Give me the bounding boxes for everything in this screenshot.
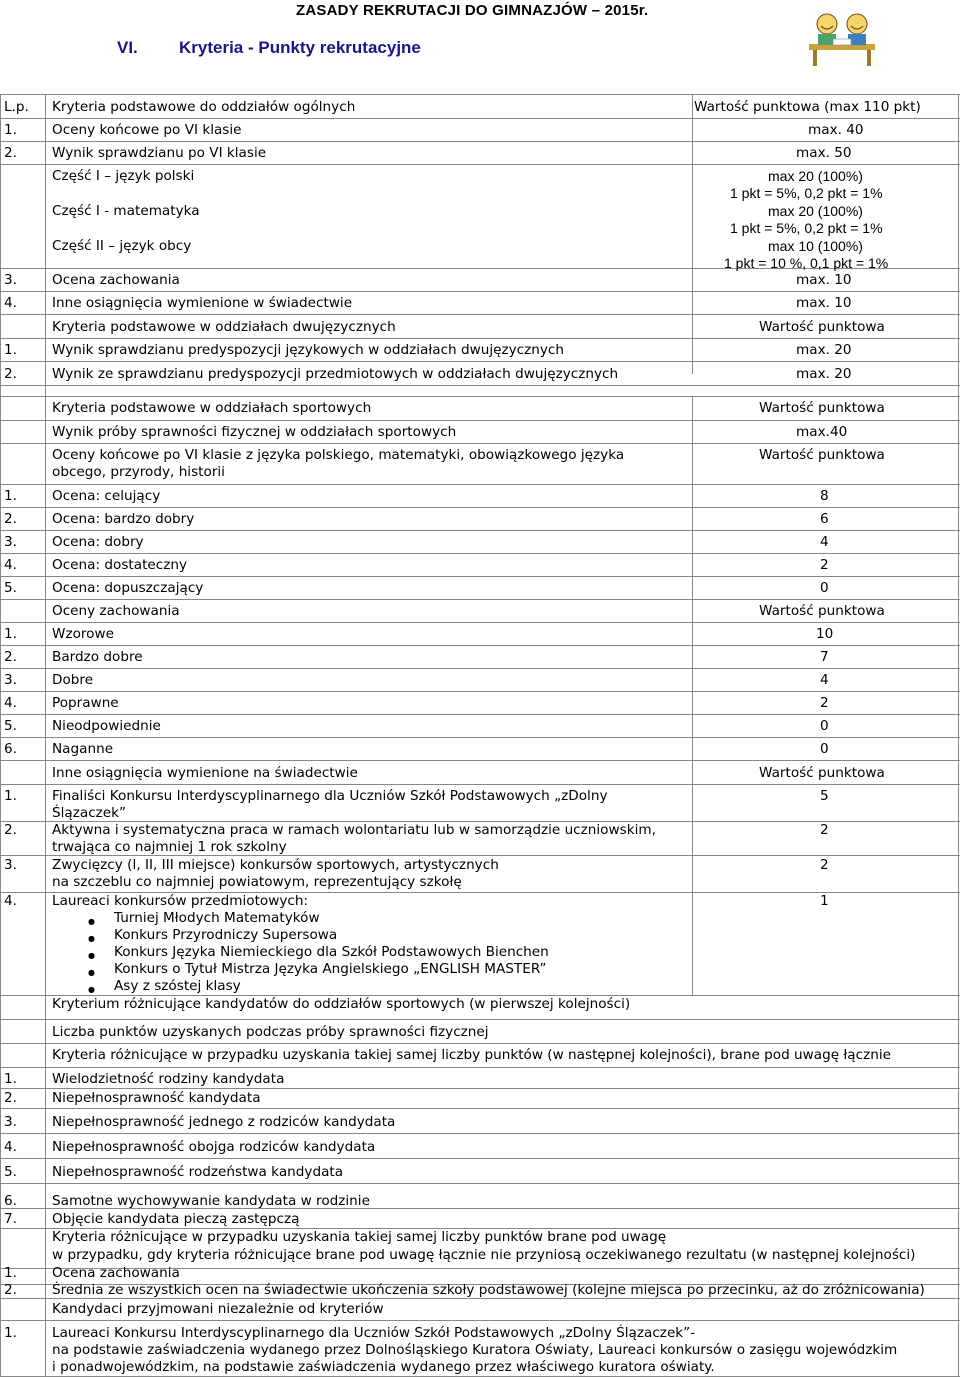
achievement-lp: 2. bbox=[4, 822, 17, 838]
next-lp: 1. bbox=[4, 1265, 17, 1281]
achievement-lp: 3. bbox=[4, 857, 17, 873]
behaviour-lp: 6. bbox=[4, 741, 17, 757]
achievement-value: 1 bbox=[820, 893, 829, 909]
t1-row-label: Oceny końcowe po VI klasie bbox=[52, 122, 242, 138]
achievement-line1: Finaliści Konkursu Interdyscyplinarnego dla Uczniów Szkół Podstawowych „zDolny bbox=[52, 788, 608, 804]
grade-value: 4 bbox=[820, 534, 829, 550]
achievement-lp: 4. bbox=[4, 893, 17, 909]
t1-row-value: max. 10 bbox=[796, 295, 852, 311]
equal-label: Samotne wychowywanie kandydata w rodzinie bbox=[52, 1193, 370, 1209]
contest-list-item: ● Asy z szóstej klasy bbox=[114, 979, 241, 994]
t3-grades-value-header: Wartość punktowa bbox=[759, 447, 885, 463]
grade-value: 8 bbox=[820, 488, 829, 504]
behaviour-value: 7 bbox=[820, 649, 829, 665]
behaviour-value: 0 bbox=[820, 718, 829, 734]
t2-row-label: Wynik sprawdzianu predyspozycji językowych w oddziałach dwujęzycznych bbox=[52, 342, 565, 358]
contest-list-item: ● Konkurs Przyrodniczy Supersowa bbox=[114, 928, 337, 943]
grade-value: 2 bbox=[820, 557, 829, 573]
behaviour-label: Poprawne bbox=[52, 695, 119, 711]
section-heading bbox=[117, 38, 421, 58]
sport-diff-header: Kryterium różnicujące kandydatów do oddziałów sportowych (w pierwszej kolejności) bbox=[52, 996, 631, 1012]
t1-subrow-value2: 1 pkt = 5%, 0,2 pkt = 1% bbox=[730, 220, 883, 236]
t1-row-value: max. 40 bbox=[808, 122, 864, 138]
achievement-line1: Aktywna i systematyczna praca w ramach wolontariatu lub w samorządzie uczniowskim, bbox=[52, 822, 656, 838]
grade-label: Ocena: dopuszczający bbox=[52, 580, 204, 596]
equal-lp: 1. bbox=[4, 1071, 17, 1087]
behaviour-header: Oceny zachowania bbox=[52, 603, 180, 619]
equal-lp: 7. bbox=[4, 1211, 17, 1227]
t1-subrow-value: max 10 (100%) bbox=[768, 238, 863, 254]
equal-lp: 4. bbox=[4, 1139, 17, 1155]
t3-criteria-header: Kryteria podstawowe w oddziałach sportowych bbox=[52, 400, 372, 416]
grade-label: Ocena: bardzo dobry bbox=[52, 511, 195, 527]
achievement-line2: Ślązaczek” bbox=[52, 805, 127, 821]
achievement-value: 5 bbox=[820, 788, 829, 804]
behaviour-value-header: Wartość punktowa bbox=[759, 603, 885, 619]
accepted-lp: 1. bbox=[4, 1325, 17, 1341]
t1-subrow-label: Część I - matematyka bbox=[52, 203, 200, 219]
equal-label: Niepełnosprawność jednego z rodziców kandydata bbox=[52, 1114, 396, 1130]
t1-subrow-value: max 20 (100%) bbox=[768, 168, 863, 184]
document-title: ZASADY REKRUTACJI DO GIMNAZJÓW – 2015r. bbox=[296, 2, 649, 19]
achievement-line2: trwająca co najmniej 1 rok szkolny bbox=[52, 839, 287, 855]
achievement-value: 2 bbox=[820, 857, 829, 873]
contest-list-item: ● Konkurs o Tytuł Mistrza Języka Angielskiego „ENGLISH MASTER” bbox=[114, 962, 546, 977]
contest-list-item: ● Konkurs Języka Niemieckiego dla Szkół Podstawowych Bienchen bbox=[114, 945, 549, 960]
behaviour-label: Nieodpowiednie bbox=[52, 718, 161, 734]
equal-lp: 6. bbox=[4, 1193, 17, 1209]
t1-lp-header: L.p. bbox=[4, 99, 29, 115]
t1-subrow-value: max 20 (100%) bbox=[768, 203, 863, 219]
achievement-lp: 1. bbox=[4, 788, 17, 804]
t1-row-label: Wynik sprawdzianu po VI klasie bbox=[52, 145, 267, 161]
equal-lp: 5. bbox=[4, 1164, 17, 1180]
sport-diff-item: Liczba punktów uzyskanych podczas próby sprawności fizycznej bbox=[52, 1024, 489, 1040]
t3-fitness-value: max.40 bbox=[796, 424, 848, 440]
grade-label: Ocena: celujący bbox=[52, 488, 161, 504]
t1-row-lp: 2. bbox=[4, 145, 17, 161]
behaviour-lp: 3. bbox=[4, 672, 17, 688]
t1-subrow-value2: 1 pkt = 10 %, 0,1 pkt = 1% bbox=[724, 255, 889, 271]
grade-value: 6 bbox=[820, 511, 829, 527]
behaviour-value: 4 bbox=[820, 672, 829, 688]
behaviour-label: Naganne bbox=[52, 741, 114, 757]
grade-lp: 2. bbox=[4, 511, 17, 527]
children-at-desk-icon bbox=[803, 6, 881, 70]
t3-grades-header-line1: Oceny końcowe po VI klasie z języka polskiego, matematyki, obowiązkowego języka bbox=[52, 447, 625, 463]
section-number: VI. bbox=[117, 38, 138, 57]
equal-label: Objęcie kandydata pieczą zastępczą bbox=[52, 1211, 300, 1227]
t1-row-lp: 1. bbox=[4, 122, 17, 138]
equal-lp: 3. bbox=[4, 1114, 17, 1130]
t3-grades-header-line2: obcego, przyrody, historii bbox=[52, 464, 225, 480]
section-title: Kryteria - Punkty rekrutacyjne bbox=[179, 38, 421, 57]
t1-row-label: Inne osiągnięcia wymienione w świadectwie bbox=[52, 295, 353, 311]
t2-row-lp: 2. bbox=[4, 366, 17, 382]
achievement-line2: na szczeblu co najmniej powiatowym, reprezentujący szkołę bbox=[52, 874, 462, 890]
behaviour-value: 2 bbox=[820, 695, 829, 711]
equal-label: Niepełnosprawność rodzeństwa kandydata bbox=[52, 1164, 344, 1180]
t2-row-value: max. 20 bbox=[796, 366, 852, 382]
t1-criteria-header: Kryteria podstawowe do oddziałów ogólnych bbox=[52, 99, 356, 115]
t1-subrow-label: Część I – język polski bbox=[52, 168, 195, 184]
equal-label: Niepełnosprawność kandydata bbox=[52, 1090, 261, 1106]
accepted-line1: Laureaci Konkursu Interdyscyplinarnego dla Uczniów Szkół Podstawowych „zDolny Ślązaczek”- bbox=[52, 1325, 696, 1341]
grade-lp: 3. bbox=[4, 534, 17, 550]
grade-label: Ocena: dobry bbox=[52, 534, 144, 550]
next-criteria-header-line1: Kryteria różnicujące w przypadku uzyskania takiej samej liczby punktów brane pod uwagę bbox=[52, 1229, 667, 1245]
t1-row-value: max. 50 bbox=[796, 145, 852, 161]
achievement-line1: Laureaci konkursów przedmiotowych: bbox=[52, 893, 309, 909]
t1-row-lp: 4. bbox=[4, 295, 17, 311]
behaviour-label: Dobre bbox=[52, 672, 94, 688]
accepted-line3: i ponadwojewódzkim, na podstawie zaświadczenia wydanego przez właściwego kuratora oświaty. bbox=[52, 1359, 715, 1375]
grade-label: Ocena: dostateczny bbox=[52, 557, 188, 573]
t3-value-header: Wartość punktowa bbox=[759, 400, 885, 416]
grade-lp: 1. bbox=[4, 488, 17, 504]
equal-points-header: Kryteria różnicujące w przypadku uzyskania takiej samej liczby punktów (w następnej kolejności), brane pod uwagę łącznie bbox=[52, 1047, 891, 1063]
accepted-header: Kandydaci przyjmowani niezależnie od kryteriów bbox=[52, 1301, 384, 1317]
behaviour-lp: 2. bbox=[4, 649, 17, 665]
grade-value: 0 bbox=[820, 580, 829, 596]
contest-list-item: ● Turniej Młodych Matematyków bbox=[114, 911, 320, 926]
next-label: Ocena zachowania bbox=[52, 1265, 180, 1281]
t1-row-lp: 3. bbox=[4, 272, 17, 288]
t2-criteria-header: Kryteria podstawowe w oddziałach dwujęzycznych bbox=[52, 319, 396, 335]
t2-row-value: max. 20 bbox=[796, 342, 852, 358]
behaviour-lp: 5. bbox=[4, 718, 17, 734]
t1-subrow-value2: 1 pkt = 5%, 0,2 pkt = 1% bbox=[730, 185, 883, 201]
t1-value-header: Wartość punktowa (max 110 pkt) bbox=[694, 99, 921, 115]
t1-row-value: max. 10 bbox=[796, 272, 852, 288]
next-criteria-header-line2: w przypadku, gdy kryteria różnicujące brane pod uwagę łącznie nie przyniosą oczekiwanego rezultatu (w następnej kolejności) bbox=[52, 1247, 916, 1263]
behaviour-value: 0 bbox=[820, 741, 829, 757]
equal-label: Niepełnosprawność obojga rodziców kandydata bbox=[52, 1139, 376, 1155]
behaviour-label: Wzorowe bbox=[52, 626, 114, 642]
equal-label: Wielodzietność rodziny kandydata bbox=[52, 1071, 285, 1087]
behaviour-lp: 4. bbox=[4, 695, 17, 711]
behaviour-value: 10 bbox=[816, 626, 834, 642]
grade-lp: 5. bbox=[4, 580, 17, 596]
t1-row-label: Ocena zachowania bbox=[52, 272, 180, 288]
t2-row-lp: 1. bbox=[4, 342, 17, 358]
next-label: Średnia ze wszystkich ocen na świadectwie ukończenia szkoły podstawowej (kolejne miejsca po przecinku, aż do zróżnicowania) bbox=[52, 1282, 925, 1298]
behaviour-label: Bardzo dobre bbox=[52, 649, 143, 665]
next-lp: 2. bbox=[4, 1282, 17, 1298]
achievements-header: Inne osiągnięcia wymienione na świadectwie bbox=[52, 765, 358, 781]
accepted-line2: na podstawie zaświadczenia wydanego przez Dolnośląskiego Kuratora Oświaty, Laureaci konkursów o zasięgu wojewódzkim bbox=[52, 1342, 898, 1358]
grade-lp: 4. bbox=[4, 557, 17, 573]
behaviour-lp: 1. bbox=[4, 626, 17, 642]
achievement-value: 2 bbox=[820, 822, 829, 838]
t1-subrow-label: Część II – język obcy bbox=[52, 238, 192, 254]
t2-value-header: Wartość punktowa bbox=[759, 319, 885, 335]
equal-lp: 2. bbox=[4, 1090, 17, 1106]
achievement-line1: Zwycięzcy (I, II, III miejsce) konkursów sportowych, artystycznych bbox=[52, 857, 499, 873]
achievements-value-header: Wartość punktowa bbox=[759, 765, 885, 781]
t3-fitness-label: Wynik próby sprawności fizycznej w oddziałach sportowych bbox=[52, 424, 457, 440]
t2-row-label: Wynik ze sprawdzianu predyspozycji przedmiotowych w oddziałach dwujęzycznych bbox=[52, 366, 619, 382]
